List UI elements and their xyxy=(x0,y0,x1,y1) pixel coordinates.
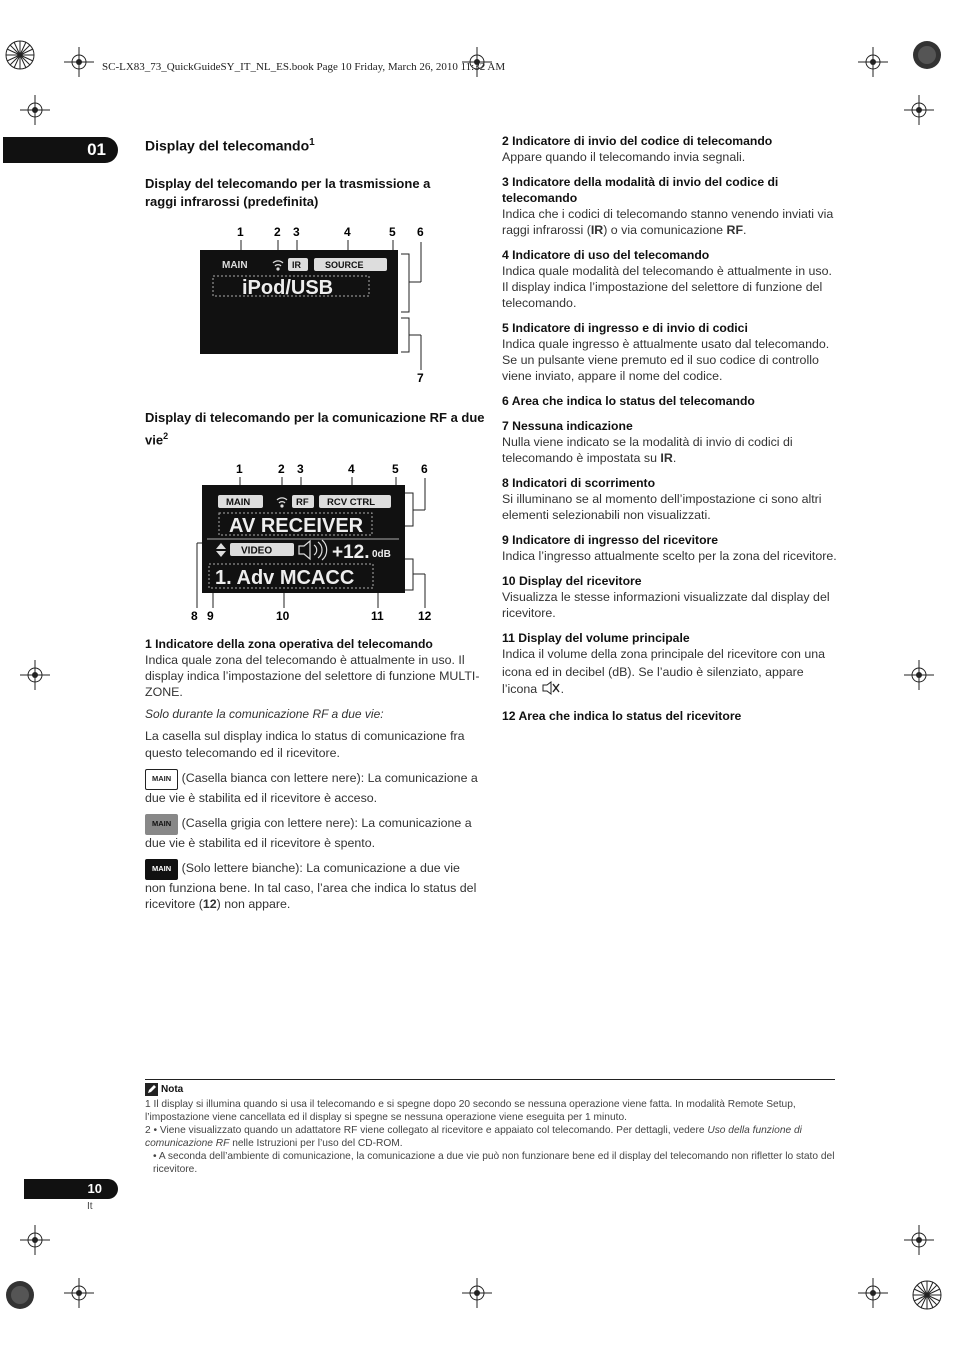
callout-10: 10 xyxy=(276,609,290,623)
crosshair-icon xyxy=(462,1278,492,1308)
crosshair-icon xyxy=(904,95,934,125)
lcd-volume: +12. xyxy=(332,542,370,563)
item-6: 6 Area che indica lo status del telecomando xyxy=(502,394,755,408)
lcd-source: SOURCE xyxy=(325,260,364,270)
crosshair-icon xyxy=(64,1278,94,1308)
callout-2: 2 xyxy=(274,225,281,239)
status-white: MAIN (Casella bianca con lettere nere): La comunicazione a due vie è stabilita ed il ricevitore è acceso. xyxy=(145,771,478,805)
callout-6: 6 xyxy=(417,225,424,239)
item-3: 3 Indicatore della modalità di invio del codice di telecomando Indica che i codici di telecomando stanno venendo inviati via raggi infrarossi (IR) o via comunicazione RF. xyxy=(502,175,834,237)
callout-1: 1 xyxy=(236,462,243,476)
crosshair-icon xyxy=(20,1225,50,1255)
lcd-line1: AV RECEIVER xyxy=(229,515,364,537)
item-1: 1 Indicatore della zona operativa del telecomando Indica quale zona del telecomando è attualmente in uso. Il display indica l’impostazione del selettore di funzione MULTI-ZONE. Solo durante la comunicazione RF a due vie: La casella sul display indica lo status di comunicazione fra questo telecomando ed il ricevitore. MAIN (Casella bianca con lettere nere): La comunicazione a due vie è stabilita ed il ricevitore è acceso. MAIN (Casella grigia con lettere nere): La comunicazione a due vie è stabilita ed il ricevitore è spento. MAIN (Solo lettere bianche): La comunicazione a due vie non funziona bene. In tal caso, l’area che indica lo status del ricevitore (12) non appare. xyxy=(145,637,480,911)
page-header: SC-LX83_73_QuickGuideSY_IT_NL_ES.book Page 10 Friday, March 26, 2010 11:32 AM xyxy=(102,61,506,73)
callout-5: 5 xyxy=(389,225,396,239)
note-header: Nota xyxy=(145,1083,835,1096)
callout-8: 8 xyxy=(191,609,198,623)
callout-4: 4 xyxy=(344,225,351,239)
item-8: 8 Indicatori di scorrimento Si illuminano se al momento dell’impostazione ci sono altri elementi selezionabili non visualizzati. xyxy=(502,476,822,522)
registration-mark-icon xyxy=(5,1280,35,1310)
status-grey: MAIN (Casella grigia con lettere nere): La comunicazione a due vie è stabilita ed il ricevitore è spento. xyxy=(145,816,472,850)
chapter-number: 01 xyxy=(87,140,106,159)
callout-3: 3 xyxy=(293,225,300,239)
mute-icon xyxy=(541,681,561,695)
crosshair-icon xyxy=(904,1225,934,1255)
registration-mark-icon xyxy=(912,40,942,70)
item-5: 5 Indicatore di ingresso e di invio di codici Indica quale ingresso è attualmente usato dal telecomando. Se un pulsante viene premuto ed il suo codice di controllo viene inviato, appare il nome del codice. xyxy=(502,321,830,383)
crosshair-icon xyxy=(20,660,50,690)
callout-6: 6 xyxy=(421,462,428,476)
main-chip-grey: MAIN xyxy=(145,814,178,835)
status-black: MAIN (Solo lettere bianche): La comunicazione a due vie non funziona bene. In tal caso, l’area che indica lo status del ricevitore (12) non appare. xyxy=(145,861,477,911)
crosshair-icon xyxy=(20,95,50,125)
lcd-line3: 1. Adv MCACC xyxy=(215,567,355,589)
crosshair-icon xyxy=(904,660,934,690)
footnotes: Nota 1 Il display si illumina quando si usa il telecomando e si spegne dopo 20 secondo se nessuna operazione viene fatta. In modalità Remote Setup, l’impostazione viene cancellata ed il display si spegne se nessuna operazione viene eseguita per 1 minuto. 2 • Viene visualizzato quando un adattatore RF viene collegato al ricevitore e appaiato col telecomando. Per dettagli, vedere Uso della funzione di comunicazione RF nelle Istruzioni per l’uso del CD-ROM. • A seconda dell’ambiente di comunicazione, la comunicazione a due vie può non funzionare bene ed il display del telecomando non rifletter lo stato del ricevitore. xyxy=(145,1079,835,1176)
section-title: Display del telecomando$^1$ xyxy=(145,137,315,154)
lcd-rf: RF xyxy=(296,497,309,508)
item-10: 10 Display del ricevitore Visualizza le stesse informazioni visualizzate dal display del ricevitore. xyxy=(502,574,830,620)
lcd-main: MAIN xyxy=(226,497,251,508)
crosshair-icon xyxy=(64,47,94,77)
callout-9: 9 xyxy=(207,609,214,623)
registration-mark-icon xyxy=(5,40,35,70)
right-column xyxy=(502,133,837,724)
lcd-ir: IR xyxy=(292,260,301,270)
language-code: It xyxy=(87,1201,93,1212)
subsection-ir-title: Display del telecomando per la trasmissione a raggi infrarossi (predefinita) xyxy=(145,176,431,209)
callout-4: 4 xyxy=(348,462,355,476)
subsection-rf-title: Display di telecomando per la comunicazione RF a due vie$^2$ xyxy=(145,410,485,448)
crosshair-icon xyxy=(858,1278,888,1308)
main-chip-black: MAIN xyxy=(145,859,178,880)
crosshair-icon xyxy=(858,47,888,77)
rf-display-diagram xyxy=(185,458,445,630)
item-12: 12 Area che indica lo status del ricevitore xyxy=(502,708,742,723)
chapter-tab xyxy=(3,137,118,163)
item-7: 7 Nessuna indicazione Nulla viene indicato se la modalità di invio di codici di telecomando è impostata su IR. xyxy=(502,419,793,465)
item-9: 9 Indicatore di ingresso del ricevitore Indica l’ingresso attualmente scelto per la zona del ricevitore. xyxy=(502,533,837,563)
callout-12: 12 xyxy=(418,609,432,623)
lcd-video: VIDEO xyxy=(241,545,273,557)
callout-2: 2 xyxy=(278,462,285,476)
registration-mark-icon xyxy=(912,1280,942,1310)
page-number-badge: 10 xyxy=(24,1179,118,1199)
item-2: 2 Indicatore di invio del codice di telecomando Appare quando il telecomando invia segnali. xyxy=(502,134,773,164)
callout-5: 5 xyxy=(392,462,399,476)
lcd-main: MAIN xyxy=(222,260,248,271)
lcd-volume-unit: 0dB xyxy=(372,549,391,560)
item-4: 4 Indicatore di uso del telecomando Indica quale modalità del telecomando è attualmente in uso. Il display indica l’impostazione del selettore di funzione del telecomando. xyxy=(502,248,832,310)
pencil-note-icon xyxy=(145,1083,158,1096)
main-chip-white: MAIN xyxy=(145,769,178,790)
ir-display-diagram xyxy=(195,220,445,390)
lcd-rcv: RCV CTRL xyxy=(327,497,376,508)
callout-7: 7 xyxy=(417,371,424,385)
callout-1: 1 xyxy=(237,225,244,239)
callout-11: 11 xyxy=(371,609,384,623)
lcd-display-text: iPod/USB xyxy=(242,277,334,299)
callout-3: 3 xyxy=(297,462,304,476)
item-11: 11 Display del volume principale Indica il volume della zona principale del ricevitore con una icona ed in decibel (dB). Se l’audio è silenziato, appare l’icona . xyxy=(502,631,826,696)
